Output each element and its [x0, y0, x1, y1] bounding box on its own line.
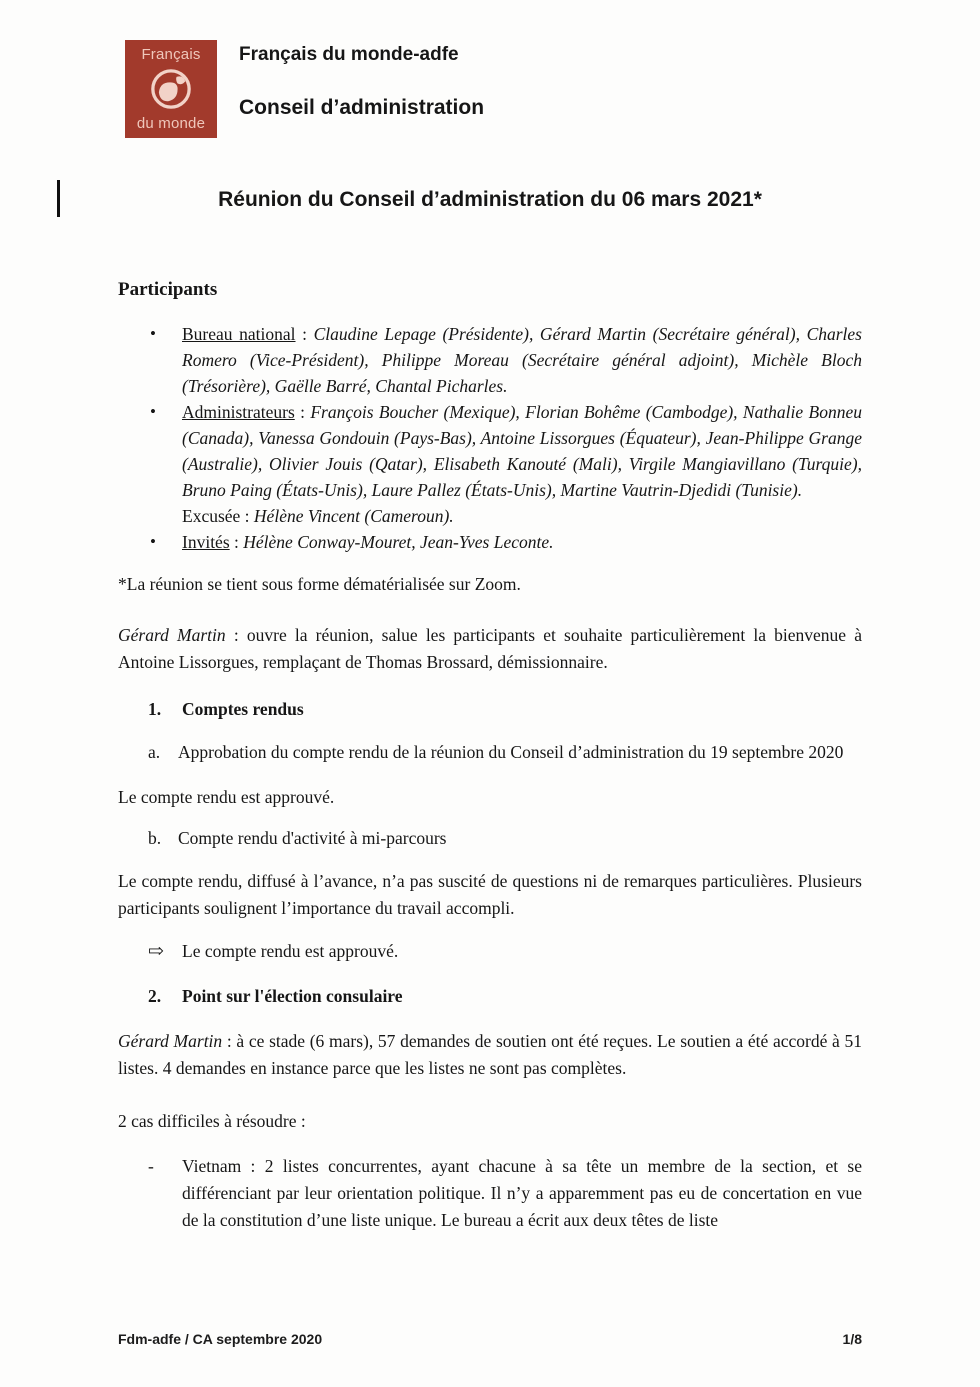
section-number: 2. — [148, 986, 162, 1006]
participant-group-label: Invités — [182, 532, 230, 552]
speaker-colon: : — [225, 625, 247, 645]
participant-names: François Boucher (Mexique), Florian Bohême (Cambodge), Nathalie Bonneu (Canada), Vanessa Gondouin (Pays-Bas), Antoine Lissorgues (Équateur), Jean-Philippe Grange (Australie), Olivier Jouis (Qatar), Elisabeth Kanouté (Mali), Virgile Mangiavillano (Turquie), Bruno Paing (États-Unis), Laure Pallez (États-Unis), Martine Vautrin-Djedidi (Tunisie). — [182, 402, 862, 500]
item-letter: b. — [148, 828, 162, 848]
decision-text: Le compte rendu est approuvé. — [182, 941, 399, 961]
section-2-heading — [118, 983, 862, 1010]
paragraph-text: à ce stade (6 mars), 57 demandes de soutien ont été reçues. Le soutien a été accordé à 51 listes. 4 demandes en instance parce que les listes ne sont pas complètes. — [118, 1031, 862, 1078]
section-2-paragraph — [118, 1028, 862, 1082]
list-item-invites — [118, 529, 862, 555]
logo-top-text: Français — [141, 46, 201, 63]
section-number: 1. — [148, 699, 162, 719]
label-colon: : — [229, 532, 244, 552]
bullet-icon: • — [150, 532, 156, 551]
excused-label: Excusée : — [182, 506, 254, 526]
participant-names: Claudine Lepage (Présidente), Gérard Martin (Secrétaire général), Charles Romero (Vice-Président), Philippe Moreau (Secrétaire général adjoint), Michèle Bloch (Trésorière), Gaëlle Barré, Chantal Picharles. — [182, 324, 862, 396]
section-1-heading — [118, 696, 862, 723]
participants-list — [118, 321, 862, 555]
page-footer — [118, 1331, 862, 1347]
bullet-icon: • — [150, 324, 156, 343]
case-text: Vietnam : 2 listes concurrentes, ayant chacune à sa tête un membre de la section, et se différenciant par leur orientation politique. Il n’y a apparemment pas eu de concertation en vue de la constitution d’une liste unique. Le bureau a écrit aux deux têtes de liste — [182, 1156, 862, 1230]
footer-document-ref: Fdm-adfe / CA septembre 2020 — [118, 1331, 323, 1347]
label-colon: : — [294, 402, 311, 422]
globe-icon — [149, 67, 193, 111]
speaker-name: Gérard Martin — [118, 625, 226, 645]
speaker-name: Gérard Martin — [118, 1031, 223, 1051]
speaker-colon: : — [222, 1031, 237, 1051]
page-number: 1/8 — [842, 1331, 862, 1347]
org-subtitle: Conseil d’administration — [239, 96, 485, 119]
approval-statement: Le compte rendu est approuvé. — [118, 787, 335, 807]
item-text: Compte rendu d'activité à mi-parcours — [178, 828, 447, 848]
excused-names: Hélène Vincent (Cameroun). — [253, 506, 454, 526]
participant-group-label: Bureau national — [182, 324, 296, 344]
excused-line — [182, 503, 862, 529]
francais-du-monde-logo — [125, 40, 217, 138]
paragraph-text: ouvre la réunion, salue les participants et souhaite particulièrement la bienvenue à Antoine Lissorgues, remplaçant de Thomas Brossard, démissionnaire. — [118, 625, 862, 672]
bullet-icon: • — [150, 402, 156, 421]
agenda-item-b — [118, 825, 862, 852]
difficult-cases-line: 2 cas difficiles à résoudre : — [118, 1111, 306, 1131]
item-b-discussion: Le compte rendu, diffusé à l’avance, n’a pas suscité de questions ni de remarques particulières. Plusieurs participants soulignent l’importance du travail accompli. — [118, 871, 862, 918]
list-item-administrateurs — [118, 399, 862, 529]
section-title: Comptes rendus — [182, 699, 304, 719]
meeting-format-note: *La réunion se tient sous forme dématérialisée sur Zoom. — [118, 574, 521, 594]
intro-paragraph — [118, 622, 862, 676]
vietnam-case-item — [118, 1153, 862, 1234]
logo-bottom-text: du monde — [136, 115, 206, 132]
document-header — [125, 0, 862, 138]
dash-marker: - — [148, 1156, 154, 1176]
item-letter: a. — [148, 742, 161, 762]
agenda-item-a — [118, 739, 862, 766]
document-title: Réunion du Conseil d’administration du 06 mars 2021* — [218, 188, 762, 211]
section-title: Point sur l'élection consulaire — [182, 986, 403, 1006]
decision-line — [118, 938, 862, 965]
participant-group-label: Administrateurs — [182, 402, 295, 422]
right-arrow-icon: ⇨ — [148, 941, 164, 962]
org-title-block — [239, 40, 484, 138]
participant-names: Hélène Conway-Mouret, Jean-Yves Leconte. — [243, 532, 554, 552]
label-colon: : — [295, 324, 314, 344]
participants-heading: Participants — [118, 279, 218, 300]
list-item-bureau-national — [118, 321, 862, 399]
item-text: Approbation du compte rendu de la réunion du Conseil d’administration du 19 septembre 2020 — [178, 742, 844, 762]
org-name: Français du monde-adfe — [239, 44, 459, 65]
revision-change-bar — [57, 180, 60, 217]
